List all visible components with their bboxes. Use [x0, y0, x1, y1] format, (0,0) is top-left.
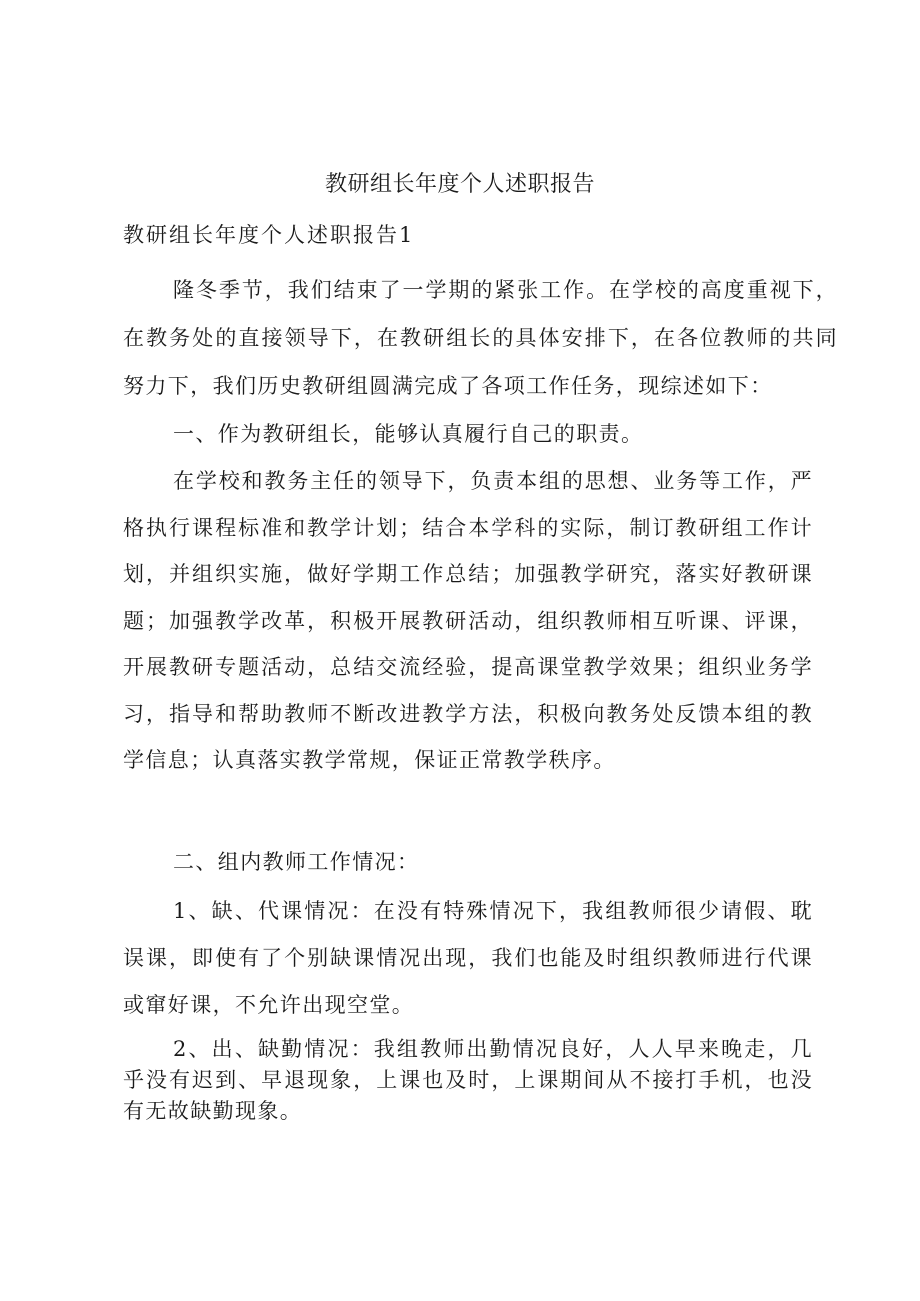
paragraph-substitute-classes: 1、缺、代课情况：在没有特殊情况下，我组教师很少请假、耽误课，即使有了个别缺课情况出现，我们也能及时组织教师进行代课或窜好课，不允许出现空堂。 [123, 899, 813, 1017]
paragraph-duties: 在学校和教务主任的领导下，负责本组的思想、业务等工作，严格执行课程标准和教学计划；结合本学科的实际，制订教研组工作计划，并组织实施，做好学期工作总结；加强教学研究，落实好教研课题；加强教学改革，积极开展教研活动，组织教师相互听课、评课，开展教研专题活动，总结交流经验，提高课堂教学效果；组织业务学习，指导和帮助教师不断改进教学方法，积极向教务处反馈本组的教学信息；认真落实教学常规，保证正常教学秩序。 [123, 469, 813, 772]
heading-duties: 一、作为教研组长，能够认真履行自己的职责。 [173, 422, 644, 446]
heading-teacher-work: 二、组内教师工作情况： [173, 850, 420, 874]
section-subtitle: 教研组长年度个人述职报告1 [123, 223, 415, 247]
paragraph-intro: 隆冬季节，我们结束了一学期的紧张工作。在学校的高度重视下，在教务处的直接领导下，在教研组长的具体安排下，在各位教师的共同努力下，我们历史教研组圆满完成了各项工作任务，现综述如下： [123, 278, 838, 398]
paragraph-attendance: 2、出、缺勤情况：我组教师出勤情况良好，人人早来晚走，几乎没有迟到、早退现象，上课也及时，上课期间从不接打手机，也没有无故缺勤现象。 [123, 1037, 813, 1123]
document-title: 教研组长年度个人述职报告 [324, 172, 595, 197]
